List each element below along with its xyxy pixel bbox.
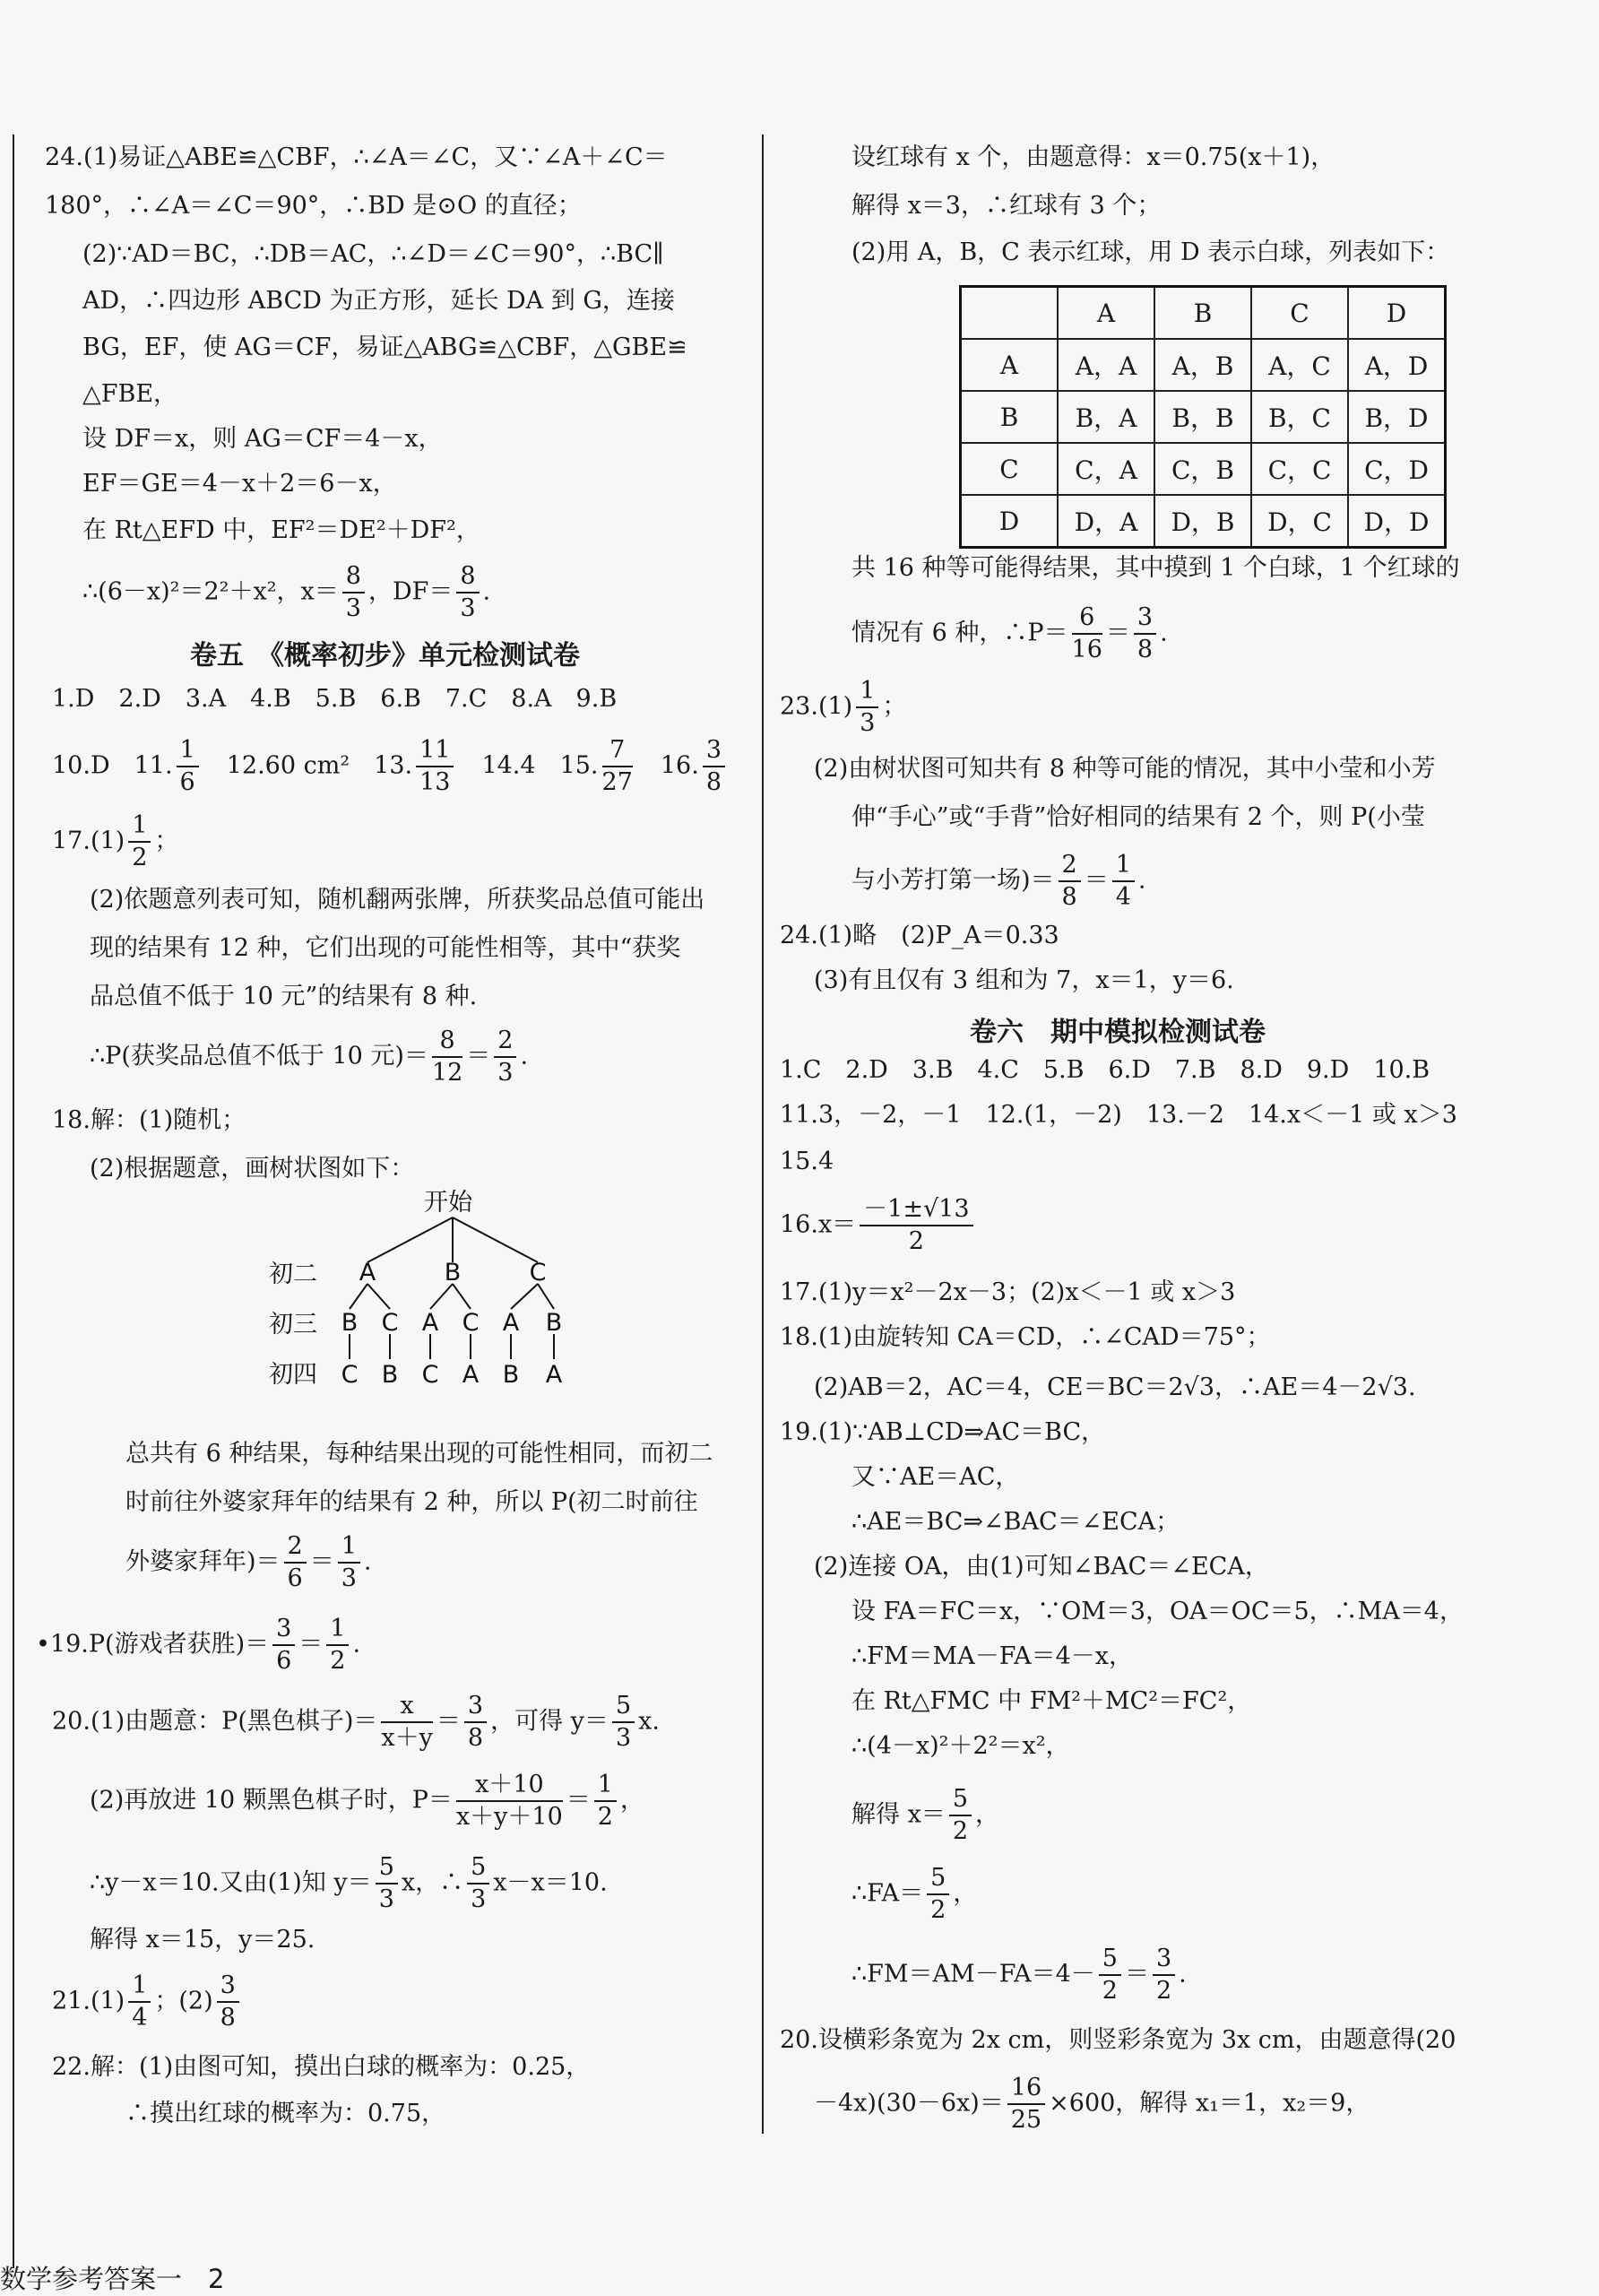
table-cell: A，B — [1154, 339, 1251, 391]
s6-q19-line7: 在 Rt△FMC 中 FM²＋MC²＝FC²， — [851, 1687, 1252, 1715]
q23-line1: 23.(1) $\frac{1}{3}$ ； — [780, 677, 907, 737]
q20-line2: (2)再放进 10 颗黑色棋子时，P＝ $\frac{x+10}{x+y+10}$ ＝ $\frac{1}{2}$ ， — [90, 1771, 644, 1831]
tree-node: A — [421, 1309, 439, 1337]
table-cell: C，B — [1154, 443, 1251, 495]
s6-answers-11-14: 11.3，－2，－1 12.(1，－2) 13.－2 14.x＜－1 或 x＞3 — [780, 1101, 1457, 1129]
column-divider — [762, 134, 764, 2134]
fraction-2-3: $\frac{2}{3}$ — [494, 1026, 516, 1088]
table-row — [961, 443, 1446, 495]
q18-line3: 总共有 6 种结果，每种结果出现的可能性相同，而初二 — [125, 1440, 713, 1468]
q24-line6: △FBE， — [82, 380, 178, 408]
q20-line1: 20.(1)由题意：P(黑色棋子)＝ $\frac{x}{x+y}$ ＝ $\frac{3}{8}$ ，可得 y＝ $\frac{5}{3}$ x. — [52, 1692, 660, 1752]
fraction-8-3b: $\frac{8}{3}$ — [456, 561, 479, 624]
s6-q19-line3: ∴AE＝BC⇒∠BAC＝∠ECA； — [851, 1508, 1180, 1536]
s6-q19-line9: 解得 x＝ $\frac{5}{2}$ ， — [851, 1785, 999, 1845]
table-cell: A — [1058, 287, 1154, 340]
fraction-1-4: $\frac{1}{4}$ — [128, 1971, 151, 2033]
s6-q20-line1: 20.设横彩条宽为 2x cm，则竖彩条宽为 3x cm，由题意得(20 — [780, 2026, 1456, 2054]
table-cell: B，A — [1058, 391, 1154, 443]
q24-eq-b: ，DF＝ — [367, 577, 454, 606]
tree-node: B — [444, 1259, 462, 1287]
q17-line2: (2)依题意列表可知，随机翻两张牌，所获奖品总值可能出 — [90, 886, 705, 914]
tree-node: C — [381, 1309, 399, 1337]
fraction-7-27: $\frac{7}{27}$ — [601, 736, 633, 796]
table-cell: B，C — [1251, 391, 1348, 443]
table-cell: D，D — [1348, 495, 1446, 548]
q17-line5: ∴P(获奖品总值不低于 10 元)＝ $\frac{8}{12}$ ＝ $\frac{2}{3}$ . — [90, 1027, 529, 1087]
q22-cont-line5: 情况有 6 种，∴P＝ $\frac{6}{16}$ ＝ $\frac{3}{8}$ . — [851, 603, 1168, 663]
tree-node: C — [421, 1361, 439, 1389]
q17-line3: 现的结果有 12 种，它们出现的可能性相等，其中“获奖 — [90, 934, 681, 962]
fraction-1-6: $\frac{1}{6}$ — [177, 735, 199, 798]
tree-label-grade3: 初三 — [269, 1311, 317, 1339]
answers-10-16 — [52, 735, 729, 798]
s6-answer-17: 17.(1)y＝x²－2x－3；(2)x＜－1 或 x＞3 — [780, 1278, 1236, 1306]
tree-node: A — [502, 1309, 520, 1337]
heading-section6: 卷六 期中模拟检测试卷 — [970, 1017, 1266, 1048]
fraction-5-2b: $\frac{5}{2}$ — [927, 1863, 949, 1926]
fraction-11-13: $\frac{11}{13}$ — [416, 735, 454, 798]
table-cell: C — [1251, 287, 1348, 340]
tree-root: 开始 — [424, 1189, 472, 1217]
fraction-2-8: $\frac{2}{8}$ — [1059, 850, 1081, 913]
fraction-x-xy: $\frac{x}{x+y}$ — [381, 1692, 433, 1752]
fraction-5-3: $\frac{5}{3}$ — [612, 1691, 635, 1754]
table-row — [961, 339, 1446, 391]
q24-eq-c: . — [482, 577, 491, 606]
tree-node: A — [462, 1361, 480, 1389]
fraction-8-12: $\frac{8}{12}$ — [431, 1027, 463, 1087]
fraction-3-8: $\frac{3}{8}$ — [703, 735, 725, 798]
q22-cont-line1: 设红球有 x 个，由题意得：x＝0.75(x＋1)， — [851, 143, 1335, 171]
fraction-6-16: $\frac{6}{16}$ — [1071, 603, 1102, 663]
q18-line2: (2)根据题意，画树状图如下： — [90, 1155, 415, 1183]
fraction-2-6: $\frac{2}{6}$ — [284, 1531, 307, 1594]
s6-q19-line6: ∴FM＝MA－FA＝4－x， — [851, 1642, 1133, 1670]
q20-line3: ∴y－x＝10.又由(1)知 y＝ $\frac{5}{3}$ x，∴ $\frac{5}{3}$ x－x＝10. — [90, 1853, 608, 1913]
q24r-line2: (3)有且仅有 3 组和为 7，x＝1，y＝6. — [814, 966, 1234, 994]
table-cell: A，D — [1348, 339, 1446, 391]
table-row — [961, 495, 1446, 548]
tree-node: B — [502, 1361, 520, 1389]
fraction-8-3: $\frac{8}{3}$ — [342, 561, 365, 624]
q22-cont-line3: (2)用 A，B，C 表示红球，用 D 表示白球，列表如下： — [851, 238, 1450, 266]
s6-q19-line10: ∴FA＝ $\frac{5}{2}$ ， — [851, 1864, 978, 1924]
q24-line4: AD，∴四边形 ABCD 为正方形，延长 DA 到 G，连接 — [82, 287, 675, 315]
page-footer: 数学参考答案一 2 — [0, 2264, 225, 2294]
s6-q19-line11: ∴FM＝AM－FA＝4－ $\frac{5}{2}$ ＝ $\frac{3}{2}$ . — [851, 1945, 1187, 2005]
s6-q19-line8: ∴(4－x)²＋2²＝x²， — [851, 1732, 1070, 1760]
fraction-quadratic-roots: $\frac{-1\pm√13}{2}$ — [860, 1194, 972, 1257]
tree-node: A — [359, 1259, 376, 1287]
table-cell: C，C — [1251, 443, 1348, 495]
table-cell: A，C — [1251, 339, 1348, 391]
table-cell: A — [961, 339, 1059, 391]
fraction-1-3: $\frac{1}{3}$ — [338, 1531, 360, 1594]
q24-line5: BG，EF，使 AG＝CF，易证△ABG≌△CBF，△GBE≌ — [82, 334, 687, 361]
q19: •19.P(游戏者获胜)＝ $\frac{3}{6}$ ＝ $\frac{1}{2}$ . — [36, 1615, 361, 1675]
q17-line1: 17.(1) $\frac{1}{2}$ ； — [52, 811, 179, 871]
fraction-3-6: $\frac{3}{6}$ — [272, 1614, 295, 1677]
q22-cont-line4: 共 16 种等可能得结果，其中摸到 1 个白球，1 个红球的 — [851, 554, 1460, 582]
heading-section5: 卷五 《概率初步》单元检测试卷 — [190, 640, 580, 671]
s6-q19-line4: (2)连接 OA，由(1)可知∠BAC＝∠ECA， — [814, 1553, 1269, 1581]
tree-node: B — [381, 1361, 399, 1389]
q22-line1: 22.解：(1)由图可知，摸出白球的概率为：0.25， — [52, 2053, 591, 2081]
s6-q19-line2: 又∵AE＝AC， — [851, 1463, 1020, 1491]
q24-line9: 在 Rt△EFD 中，EF²＝DE²＋DF²， — [82, 516, 480, 544]
q22-cont-line2: 解得 x＝3，∴红球有 3 个； — [851, 192, 1162, 220]
tree-node: C — [462, 1309, 480, 1337]
table-cell: A，A — [1058, 339, 1154, 391]
q24r-line1: 24.(1)略 (2)P_A＝0.33 — [780, 922, 1059, 949]
s6-q20-line2: －4x)(30－6x)＝ $\frac{16}{25}$ ×600，解得 x₁＝1，x₂＝9， — [814, 2074, 1370, 2134]
fraction-5-2: $\frac{5}{2}$ — [949, 1784, 972, 1847]
s6-q18-line2: (2)AB＝2，AC＝4，CE＝BC＝2√3，∴AE＝4－2√3. — [814, 1373, 1416, 1401]
q18-line1: 18.解：(1)随机； — [52, 1106, 246, 1134]
q18-line5: 外婆家拜年)＝ $\frac{2}{6}$ ＝ $\frac{1}{3}$ . — [125, 1532, 372, 1592]
q24-line7: 设 DF＝x，则 AG＝CF＝4－x， — [82, 425, 443, 453]
tree-node: C — [341, 1361, 359, 1389]
probability-tree-diagram — [269, 1183, 609, 1425]
fraction-3-2: $\frac{3}{2}$ — [1153, 1944, 1175, 2006]
fraction-5-2c: $\frac{5}{2}$ — [1099, 1944, 1121, 2006]
q23-line3: 伸“手心”或“手背”恰好相同的结果有 2 个，则 P(小莹 — [851, 803, 1425, 831]
ans-14-15: 14.4 15. — [457, 751, 599, 780]
fraction-1-2: $\frac{1}{2}$ — [128, 810, 151, 873]
fraction-5-3c: $\frac{5}{3}$ — [467, 1852, 489, 1915]
answers-1-9: 1.D 2.D 3.A 4.B 5.B 6.B 7.C 8.A 9.B — [52, 685, 618, 713]
table-cell: D — [1348, 287, 1446, 340]
q17-line4: 品总值不低于 10 元”的结果有 8 种. — [90, 983, 478, 1010]
fraction-x10-xy10: $\frac{x+10}{x+y+10}$ — [455, 1771, 563, 1831]
outcome-table — [959, 285, 1447, 549]
s6-q19-line1: 19.(1)∵AB⊥CD⇒AC＝BC， — [780, 1418, 1106, 1446]
s6-q18-line1: 18.(1)由旋转知 CA＝CD，∴∠CAD＝75°； — [780, 1323, 1271, 1351]
table-cell: B — [961, 391, 1059, 443]
s6-answers-1-10: 1.C 2.D 3.B 4.C 5.B 6.D 7.B 8.D 9.D 10.B — [780, 1056, 1430, 1084]
table-cell: B，B — [1154, 391, 1251, 443]
s6-q19-line5: 设 FA＝FC＝x，∵OM＝3，OA＝OC＝5，∴MA＝4， — [851, 1598, 1464, 1625]
fraction-1-2c: $\frac{1}{2}$ — [594, 1770, 617, 1832]
q24-line3: (2)∵AD＝BC，∴DB＝AC，∴∠D＝∠C＝90°，∴BC∥ — [82, 240, 664, 268]
fraction-3-8d: $\frac{3}{8}$ — [1134, 602, 1156, 665]
tree-node: C — [529, 1259, 547, 1287]
tree-label-grade2: 初二 — [269, 1261, 317, 1288]
fraction-3-8b: $\frac{3}{8}$ — [464, 1691, 487, 1754]
q24-line10 — [82, 561, 490, 624]
table-cell: B — [1154, 287, 1251, 340]
tree-node: A — [545, 1361, 563, 1389]
q24-eq-a: ∴(6－x)²＝2²＋x²，x＝ — [82, 577, 339, 606]
table-row — [961, 391, 1446, 443]
q21: 21.(1) $\frac{1}{4}$ ；(2) $\frac{3}{8}$ — [52, 1971, 243, 2033]
fraction-1-2b: $\frac{1}{2}$ — [326, 1614, 349, 1677]
table-cell — [961, 287, 1059, 340]
tree-node: B — [341, 1309, 359, 1337]
q20-line4: 解得 x＝15，y＝25. — [90, 1926, 315, 1954]
q18-line4: 时前往外婆家拜年的结果有 2 种，所以 P(初二时前往 — [125, 1488, 698, 1516]
left-margin-rule — [13, 134, 14, 2268]
table-cell: C — [961, 443, 1059, 495]
table-cell: C，D — [1348, 443, 1446, 495]
s6-answer-16: 16.x＝ $\frac{-1\pm√13}{2}$ — [780, 1194, 977, 1257]
table-cell: D，B — [1154, 495, 1251, 548]
tree-label-grade4: 初四 — [269, 1361, 317, 1389]
q23-line2: (2)由树状图可知共有 8 种等可能的情况，其中小莹和小芳 — [814, 755, 1436, 783]
table-cell: C，A — [1058, 443, 1154, 495]
q22-line2: ∴摸出红球的概率为：0.75， — [125, 2100, 446, 2127]
q24-line1: 24.(1)易证△ABE≌△CBF，∴∠A＝∠C，又∵∠A＋∠C＝ — [45, 143, 668, 171]
q24-line2: 180°，∴∠A＝∠C＝90°，∴BD 是⊙O 的直径； — [45, 192, 582, 220]
q24-line8: EF＝GE＝4－x＋2＝6－x， — [82, 470, 397, 498]
ans-10-11: 10.D 11. — [52, 751, 173, 780]
q23-line4: 与小芳打第一场)＝ $\frac{2}{8}$ ＝ $\frac{1}{4}$ . — [851, 851, 1146, 911]
fraction-5-3b: $\frac{5}{3}$ — [376, 1852, 398, 1915]
table-header-row — [961, 287, 1446, 340]
fraction-1-4b: $\frac{1}{4}$ — [1112, 850, 1135, 913]
tree-node: B — [545, 1309, 563, 1337]
s6-answer-15: 15.4 — [780, 1148, 834, 1175]
ans-16: 16. — [635, 751, 699, 780]
ans-12-13: 12.60 cm² 13. — [202, 751, 413, 780]
table-cell: D，C — [1251, 495, 1348, 548]
table-cell: D，A — [1058, 495, 1154, 548]
fraction-1-3b: $\frac{1}{3}$ — [856, 676, 878, 739]
fraction-16-25: $\frac{16}{25}$ — [1007, 2073, 1045, 2136]
table-cell: D — [961, 495, 1059, 548]
fraction-3-8c: $\frac{3}{8}$ — [217, 1971, 239, 2033]
table-cell: B，D — [1348, 391, 1446, 443]
